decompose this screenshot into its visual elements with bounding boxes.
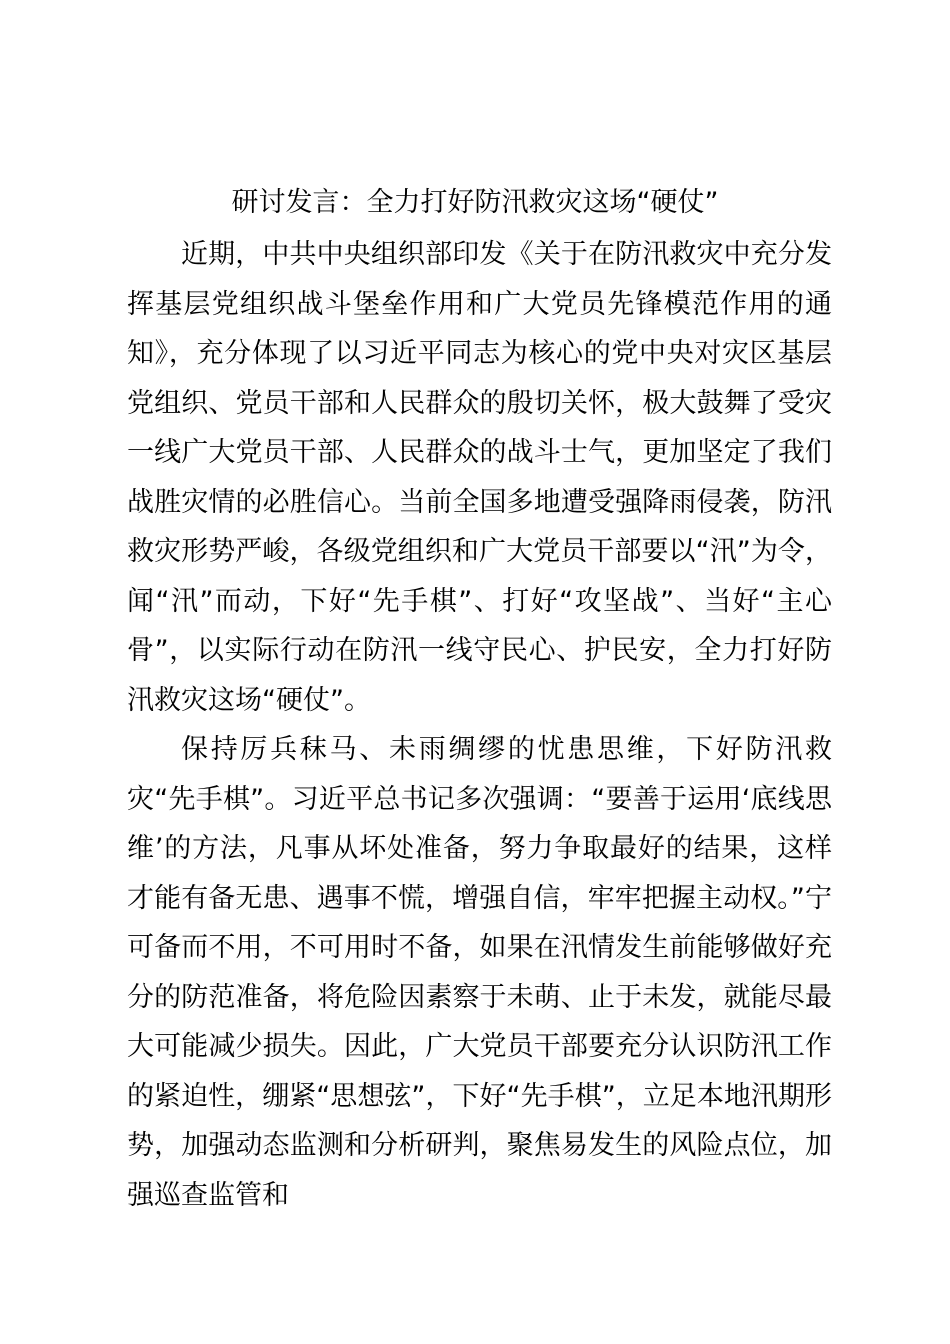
paragraph-intro: 近期，中共中央组织部印发《关于在防汛救灾中充分发挥基层党组织战斗堡垒作用和广大党员先锋模范作用的通知》，充分体现了以习近平同志为核心的党中央对灾区基层党组织、党员干部和人民群众的殷切关怀，极大鼓舞了受灾一线广大党员干部、人民群众的战斗士气，更加坚定了我们战胜灾情的必胜信心。当前全国多地遭受强降雨侵袭，防汛救灾形势严峻，各级党组织和广大党员干部要以“汛”为令，闻“汛”而动，下好“先手棋”、打好“攻坚战”、当好“主心骨”，以实际行动在防汛一线守民心、护民安，全力打好防汛救灾这场“硬仗”。 — [127, 239, 832, 716]
document-body — [127, 230, 832, 1220]
paragraph-first-point: 保持厉兵秣马、未雨绸缪的忧患思维，下好防汛救灾“先手棋”。习近平总书记多次强调：“要善于运用‘底线思维’的方法，凡事从坏处准备，努力争取最好的结果，这样才能有备无患、遇事不慌，增强自信，牢牢把握主动权。”宁可备而不用，不可用时不备，如果在汛情发生前能够做好充分的防范准备，将危险因素察于未萌、止于未发，就能尽最大可能减少损失。因此，广大党员干部要充分认识防汛工作的紧迫性，绷紧“思想弦”，下好“先手棋”，立足本地汛期形势，加强动态监测和分析研判，聚焦易发生的风险点位，加强巡查监管和 — [127, 734, 832, 1211]
document-title: 研讨发言：全力打好防汛救灾这场“硬仗” — [231, 187, 719, 218]
